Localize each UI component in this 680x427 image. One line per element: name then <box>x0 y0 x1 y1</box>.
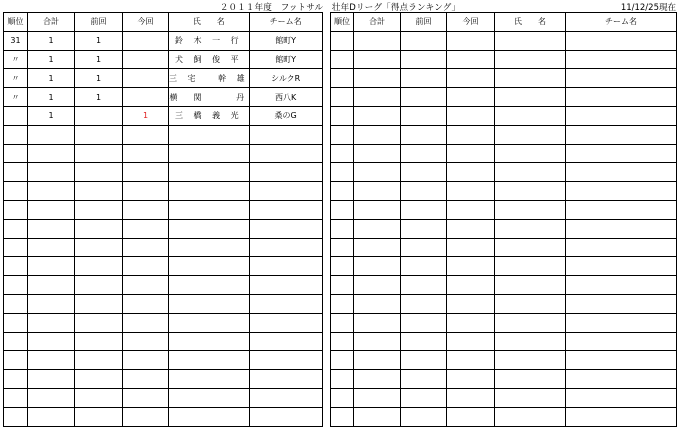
table-row <box>331 257 677 276</box>
cell-team <box>566 313 677 332</box>
cell-prev <box>75 257 123 276</box>
cell-team <box>249 370 322 389</box>
cell-curr <box>123 313 169 332</box>
cell-name <box>495 106 566 125</box>
table-row <box>4 332 323 351</box>
cell-prev: 1 <box>75 50 123 69</box>
cell-team <box>566 200 677 219</box>
table-row <box>331 125 677 144</box>
cell-prev <box>75 163 123 182</box>
cell-name <box>495 351 566 370</box>
cell-curr <box>123 125 169 144</box>
cell-curr <box>123 238 169 257</box>
cell-curr <box>123 200 169 219</box>
col-team-header: チーム名 <box>249 13 322 32</box>
cell-prev: 1 <box>75 69 123 88</box>
cell-name <box>495 294 566 313</box>
cell-name <box>495 125 566 144</box>
cell-name <box>495 88 566 107</box>
cell-team: 館町Y <box>249 31 322 50</box>
cell-total <box>354 200 401 219</box>
col-rank-header: 順位 <box>4 13 28 32</box>
cell-total: 1 <box>28 69 75 88</box>
cell-name: 鈴 木 一 行 <box>169 31 250 50</box>
cell-prev <box>401 313 447 332</box>
cell-team <box>566 50 677 69</box>
table-row <box>331 106 677 125</box>
col-rank-header: 順位 <box>331 13 354 32</box>
table-row <box>331 31 677 50</box>
table-row <box>4 50 323 69</box>
cell-curr <box>447 388 495 407</box>
table-row <box>331 88 677 107</box>
cell-rank <box>331 351 354 370</box>
table-row <box>4 125 323 144</box>
cell-rank <box>331 31 354 50</box>
cell-team <box>566 238 677 257</box>
page-title: ２０１１年度 フットサル 壮年Dリーグ「得点ランキング」 <box>219 3 461 13</box>
col-total-header: 合計 <box>354 13 401 32</box>
cell-name <box>169 144 250 163</box>
header-row <box>331 13 677 32</box>
col-prev-header: 前回 <box>401 13 447 32</box>
cell-total: 1 <box>28 106 75 125</box>
cell-rank <box>4 238 28 257</box>
cell-name <box>495 219 566 238</box>
cell-rank <box>331 388 354 407</box>
table-row <box>4 388 323 407</box>
cell-rank <box>331 125 354 144</box>
cell-curr <box>123 257 169 276</box>
cell-team <box>566 144 677 163</box>
cell-prev <box>401 69 447 88</box>
cell-rank <box>331 313 354 332</box>
cell-prev <box>75 370 123 389</box>
table-row <box>4 370 323 389</box>
cell-curr <box>447 370 495 389</box>
cell-total <box>28 351 75 370</box>
cell-team <box>249 238 322 257</box>
cell-rank <box>4 200 28 219</box>
cell-curr <box>447 276 495 295</box>
cell-total <box>28 294 75 313</box>
cell-team <box>566 125 677 144</box>
table-row <box>331 332 677 351</box>
cell-team: 桑のG <box>249 106 322 125</box>
cell-total: 1 <box>28 50 75 69</box>
cell-name <box>169 219 250 238</box>
cell-rank <box>331 163 354 182</box>
table-row <box>4 257 323 276</box>
cell-curr <box>123 88 169 107</box>
cell-curr <box>123 276 169 295</box>
cell-rank <box>4 257 28 276</box>
cell-team <box>566 370 677 389</box>
table-row <box>4 106 323 125</box>
cell-rank <box>331 219 354 238</box>
table-row <box>4 182 323 201</box>
table-row <box>331 313 677 332</box>
cell-prev <box>401 294 447 313</box>
cell-total <box>28 238 75 257</box>
cell-curr <box>447 163 495 182</box>
table-row <box>4 351 323 370</box>
cell-rank <box>4 332 28 351</box>
table-row <box>331 219 677 238</box>
cell-total <box>354 50 401 69</box>
cell-total <box>354 69 401 88</box>
col-team-header: チーム名 <box>566 13 677 32</box>
table-row <box>4 31 323 50</box>
cell-team <box>566 219 677 238</box>
cell-curr <box>447 125 495 144</box>
cell-prev <box>401 238 447 257</box>
cell-team <box>249 313 322 332</box>
cell-prev <box>401 257 447 276</box>
cell-rank <box>331 332 354 351</box>
cell-prev <box>75 294 123 313</box>
cell-name <box>495 31 566 50</box>
col-curr-header: 今回 <box>123 13 169 32</box>
cell-team <box>249 182 322 201</box>
col-total-header: 合計 <box>28 13 75 32</box>
cell-curr <box>447 50 495 69</box>
cell-name <box>495 332 566 351</box>
cell-prev <box>75 106 123 125</box>
ranking-table-left <box>3 12 323 427</box>
cell-name <box>169 332 250 351</box>
cell-prev <box>401 219 447 238</box>
cell-total <box>28 332 75 351</box>
cell-rank <box>4 313 28 332</box>
cell-curr <box>447 106 495 125</box>
cell-curr <box>123 50 169 69</box>
cell-total <box>354 388 401 407</box>
cell-rank <box>331 69 354 88</box>
cell-curr <box>123 332 169 351</box>
cell-rank <box>4 163 28 182</box>
cell-curr <box>447 182 495 201</box>
cell-name <box>495 69 566 88</box>
cell-team <box>249 257 322 276</box>
cell-name <box>169 238 250 257</box>
cell-team <box>566 351 677 370</box>
cell-name <box>169 276 250 295</box>
cell-team <box>249 144 322 163</box>
cell-name <box>495 370 566 389</box>
table-row <box>331 182 677 201</box>
table-row <box>331 238 677 257</box>
cell-total <box>28 125 75 144</box>
cell-total <box>28 276 75 295</box>
cell-rank <box>331 294 354 313</box>
cell-team <box>566 88 677 107</box>
cell-curr <box>447 88 495 107</box>
cell-total <box>354 294 401 313</box>
cell-rank <box>331 257 354 276</box>
cell-team <box>566 163 677 182</box>
cell-prev <box>401 163 447 182</box>
cell-curr <box>123 351 169 370</box>
cell-team <box>249 163 322 182</box>
cell-total <box>28 313 75 332</box>
cell-prev <box>75 144 123 163</box>
cell-prev <box>75 182 123 201</box>
cell-team: 館町Y <box>249 50 322 69</box>
cell-rank <box>331 182 354 201</box>
cell-team <box>249 351 322 370</box>
cell-team <box>566 106 677 125</box>
cell-total: 1 <box>28 31 75 50</box>
cell-team <box>249 200 322 219</box>
cell-total <box>354 88 401 107</box>
cell-curr <box>447 144 495 163</box>
cell-name <box>495 200 566 219</box>
cell-total <box>354 163 401 182</box>
table-row <box>4 163 323 182</box>
cell-curr <box>123 69 169 88</box>
cell-name <box>169 200 250 219</box>
cell-rank <box>331 144 354 163</box>
table-row <box>331 144 677 163</box>
cell-prev <box>401 50 447 69</box>
cell-curr <box>447 257 495 276</box>
table-row <box>331 370 677 389</box>
table-row <box>4 313 323 332</box>
as-of-date: 11/12/25現在 <box>620 3 676 13</box>
cell-rank <box>331 276 354 295</box>
cell-curr <box>447 238 495 257</box>
header-row <box>4 13 323 32</box>
cell-name <box>169 257 250 276</box>
col-curr-header: 今回 <box>447 13 495 32</box>
cell-name <box>495 50 566 69</box>
cell-curr <box>123 182 169 201</box>
cell-total <box>354 313 401 332</box>
col-name-header: 氏 名 <box>495 13 566 32</box>
cell-prev <box>75 125 123 144</box>
cell-rank <box>331 88 354 107</box>
cell-name <box>169 370 250 389</box>
cell-prev <box>75 200 123 219</box>
cell-prev <box>75 351 123 370</box>
cell-curr <box>123 370 169 389</box>
cell-prev <box>401 351 447 370</box>
cell-total <box>354 276 401 295</box>
table-row <box>4 144 323 163</box>
cell-name: 犬 飼 俊 平 <box>169 50 250 69</box>
cell-curr <box>447 332 495 351</box>
cell-name <box>495 313 566 332</box>
cell-name <box>495 238 566 257</box>
cell-curr <box>447 31 495 50</box>
cell-rank <box>331 200 354 219</box>
cell-total <box>28 200 75 219</box>
cell-curr <box>123 219 169 238</box>
cell-prev <box>75 276 123 295</box>
cell-prev: 1 <box>75 88 123 107</box>
cell-prev <box>401 88 447 107</box>
cell-rank <box>4 106 28 125</box>
cell-total <box>354 106 401 125</box>
cell-team <box>566 276 677 295</box>
cell-name <box>169 163 250 182</box>
table-row <box>331 69 677 88</box>
table-row <box>4 238 323 257</box>
cell-rank <box>4 125 28 144</box>
cell-name <box>495 257 566 276</box>
cell-team <box>566 332 677 351</box>
cell-name <box>169 351 250 370</box>
cell-rank: 31 <box>4 31 28 50</box>
cell-prev <box>75 388 123 407</box>
cell-prev <box>75 219 123 238</box>
cell-rank <box>331 50 354 69</box>
cell-prev <box>75 332 123 351</box>
cell-name <box>495 388 566 407</box>
ranking-table-right <box>330 12 677 427</box>
table-row <box>4 88 323 107</box>
cell-name <box>169 313 250 332</box>
cell-name <box>169 125 250 144</box>
cell-curr <box>447 69 495 88</box>
cell-prev <box>401 106 447 125</box>
cell-team <box>249 219 322 238</box>
cell-team: 西八K <box>249 88 322 107</box>
cell-total <box>354 238 401 257</box>
table-row <box>331 351 677 370</box>
cell-rank <box>4 219 28 238</box>
cell-prev <box>401 388 447 407</box>
cell-rank <box>4 388 28 407</box>
cell-curr <box>123 294 169 313</box>
cell-team <box>566 388 677 407</box>
cell-total <box>354 125 401 144</box>
cell-curr <box>447 294 495 313</box>
cell-team <box>249 332 322 351</box>
cell-rank <box>4 370 28 389</box>
cell-total <box>28 219 75 238</box>
cell-team <box>249 276 322 295</box>
cell-total <box>28 163 75 182</box>
cell-team <box>249 294 322 313</box>
table-row <box>4 200 323 219</box>
cell-prev <box>401 125 447 144</box>
cell-rank: 〃 <box>4 69 28 88</box>
table-row <box>331 276 677 295</box>
col-prev-header: 前回 <box>75 13 123 32</box>
cell-total <box>28 257 75 276</box>
cell-prev: 1 <box>75 31 123 50</box>
cell-total <box>354 332 401 351</box>
table-row <box>331 200 677 219</box>
cell-prev <box>401 200 447 219</box>
cell-team <box>566 182 677 201</box>
cell-total <box>28 144 75 163</box>
cell-rank <box>4 276 28 295</box>
cell-prev <box>401 332 447 351</box>
cell-team <box>249 125 322 144</box>
cell-name <box>169 388 250 407</box>
cell-rank <box>4 351 28 370</box>
cell-curr <box>123 144 169 163</box>
cell-rank: 〃 <box>4 88 28 107</box>
cell-prev <box>75 313 123 332</box>
cell-name <box>495 163 566 182</box>
cell-name <box>495 182 566 201</box>
table-row <box>331 50 677 69</box>
cell-name <box>169 294 250 313</box>
cell-name <box>169 182 250 201</box>
table-row <box>331 388 677 407</box>
table-row <box>4 294 323 313</box>
table-row <box>4 69 323 88</box>
cell-rank <box>331 370 354 389</box>
cell-name: 横 関 丹 <box>169 88 250 107</box>
table-row <box>331 163 677 182</box>
table-row <box>331 294 677 313</box>
table-row <box>4 219 323 238</box>
cell-rank <box>331 238 354 257</box>
cell-rank <box>4 182 28 201</box>
cell-rank <box>4 144 28 163</box>
cell-rank <box>4 294 28 313</box>
cell-prev <box>401 276 447 295</box>
cell-team <box>566 257 677 276</box>
cell-total <box>354 31 401 50</box>
cell-total <box>354 257 401 276</box>
cell-curr <box>123 31 169 50</box>
table-row <box>4 276 323 295</box>
cell-rank <box>331 106 354 125</box>
cell-prev <box>401 370 447 389</box>
cell-name: 三 橋 義 光 <box>169 106 250 125</box>
cell-name <box>495 276 566 295</box>
cell-team <box>249 388 322 407</box>
cell-curr <box>447 219 495 238</box>
col-name-header: 氏 名 <box>169 13 250 32</box>
cell-total <box>354 370 401 389</box>
cell-total <box>28 182 75 201</box>
cell-total: 1 <box>28 88 75 107</box>
cell-prev <box>401 31 447 50</box>
cell-prev <box>401 182 447 201</box>
cell-team <box>566 31 677 50</box>
cell-total <box>354 219 401 238</box>
cell-team <box>566 69 677 88</box>
cell-total <box>354 351 401 370</box>
cell-name: 三 宅 幹 雄 <box>169 69 250 88</box>
cell-curr <box>447 351 495 370</box>
cell-total <box>28 388 75 407</box>
cell-curr <box>123 388 169 407</box>
cell-curr: 1 <box>123 106 169 125</box>
cell-total <box>28 370 75 389</box>
cell-curr <box>447 313 495 332</box>
cell-team: シルクR <box>249 69 322 88</box>
cell-curr <box>123 163 169 182</box>
cell-prev <box>75 238 123 257</box>
cell-total <box>354 144 401 163</box>
cell-prev <box>401 144 447 163</box>
cell-name <box>495 144 566 163</box>
cell-curr <box>447 200 495 219</box>
cell-team <box>566 294 677 313</box>
cell-total <box>354 182 401 201</box>
cell-rank: 〃 <box>4 50 28 69</box>
